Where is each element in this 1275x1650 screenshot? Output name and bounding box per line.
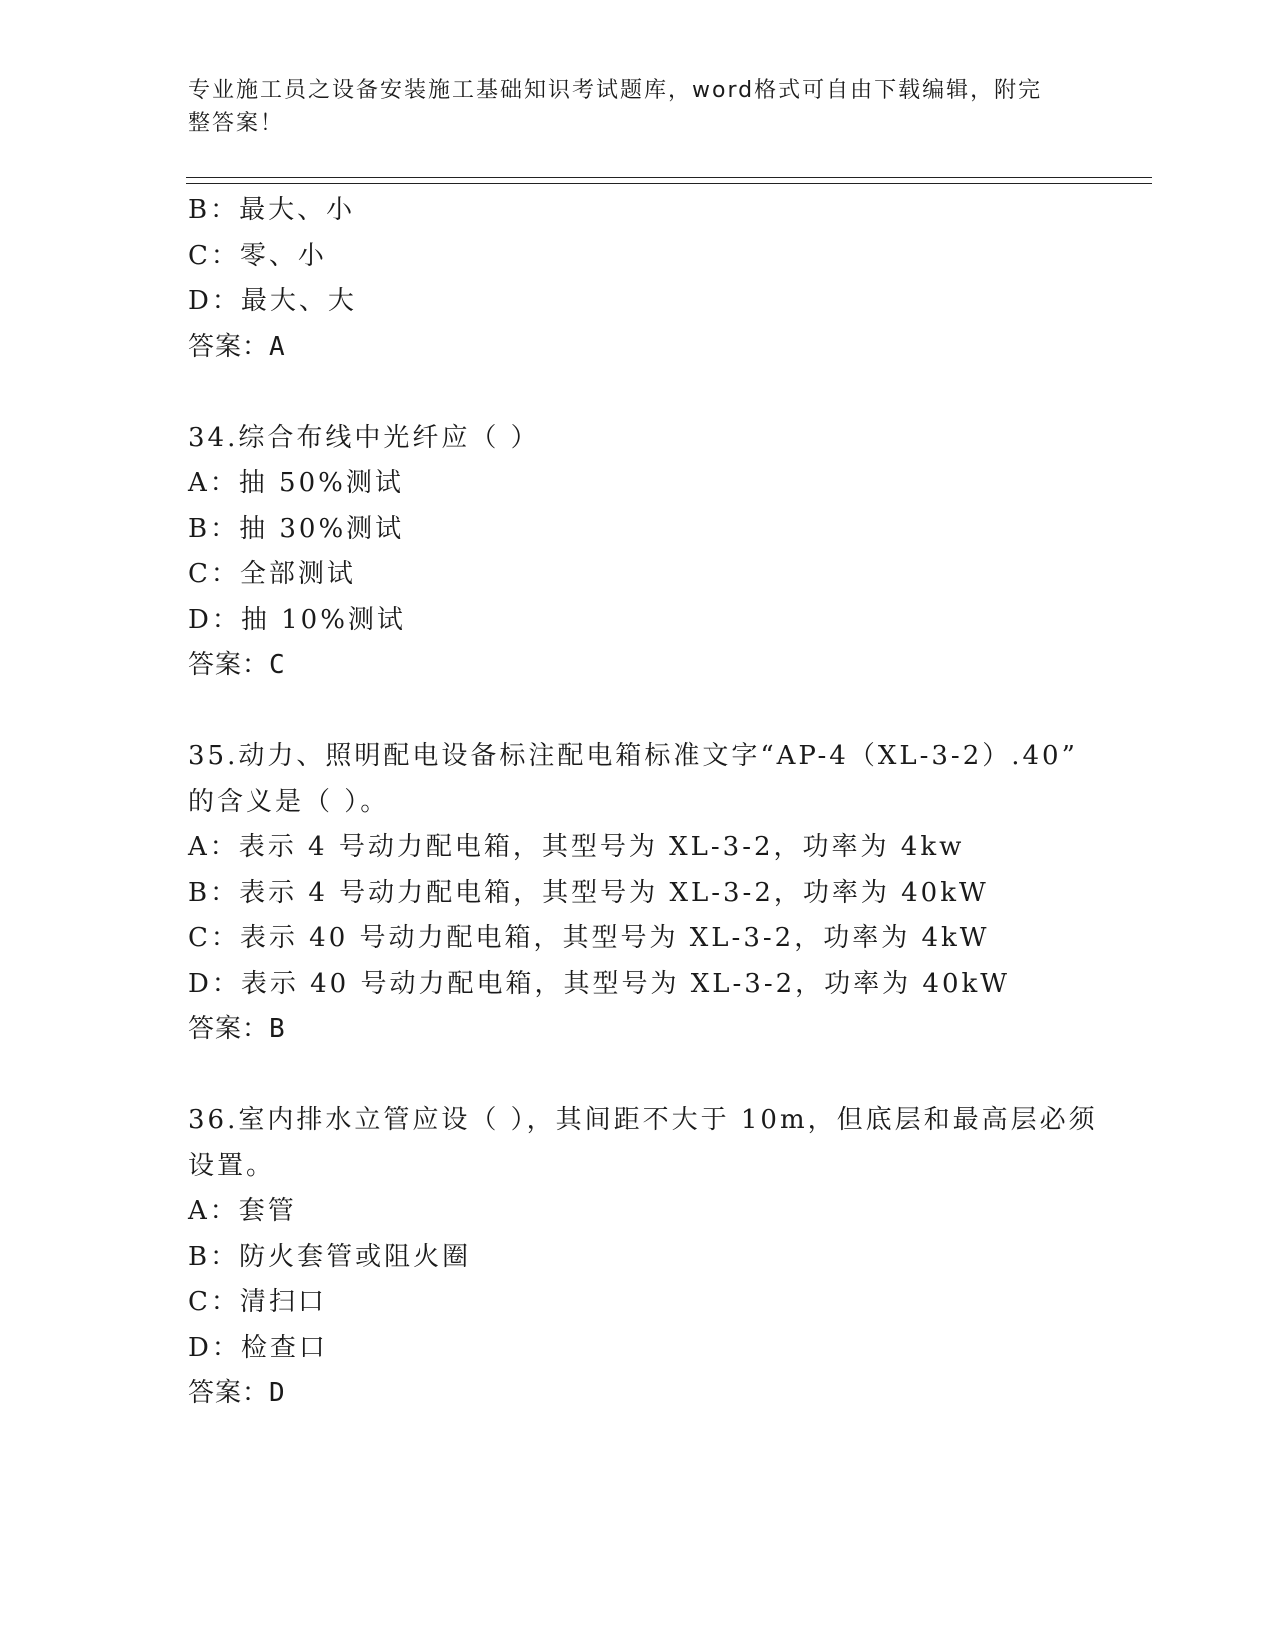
option-c: C：清扫口 xyxy=(188,1287,327,1317)
question-list xyxy=(188,188,1108,1417)
answer-value: C xyxy=(269,650,286,680)
answer xyxy=(188,1007,1108,1053)
option-d: D：检查口 xyxy=(188,1332,328,1363)
answer-label: 答案： xyxy=(188,1378,270,1408)
option-b: B：最大、小 xyxy=(188,195,356,225)
answer xyxy=(188,1371,1108,1417)
spacer xyxy=(188,1053,1108,1099)
option-d: D：表示 40 号动力配电箱，其型号为 XL-3-2，功率为 40kW xyxy=(188,968,1010,999)
option-d: D：最大、大 xyxy=(188,286,357,316)
answer-label: 答案： xyxy=(188,650,270,680)
question-33-continued xyxy=(188,188,1108,370)
option-a: A：套管 xyxy=(188,1196,297,1226)
option-b: B：抽 30%测试 xyxy=(188,513,405,544)
question-stem: 34.综合布线中光纤应（ ） xyxy=(188,422,540,453)
answer-label: 答案： xyxy=(188,1014,270,1044)
answer-value: A xyxy=(269,331,286,362)
question-34 xyxy=(188,416,1108,689)
answer xyxy=(188,643,1108,689)
header-line-2: 整答案！ xyxy=(188,111,285,136)
question-35 xyxy=(188,734,1108,1053)
question-stem: 35.动力、照明配电设备标注配电箱标准文字“AP-4（XL-3-2）.40” xyxy=(188,741,1078,771)
question-stem-cont: 的含义是（ ）。 xyxy=(188,786,390,817)
header-rule-top xyxy=(186,177,1152,178)
question-stem-cont: 设置。 xyxy=(188,1150,276,1181)
option-c: C：零、小 xyxy=(188,240,327,271)
answer-value: B xyxy=(269,1014,286,1044)
answer xyxy=(188,325,1108,371)
option-d: D：抽 10%测试 xyxy=(188,604,406,635)
option-c: C：全部测试 xyxy=(188,559,356,589)
header-rule-bottom xyxy=(186,183,1152,184)
option-b: B：防火套管或阻火圈 xyxy=(188,1241,472,1272)
answer-label: 答案： xyxy=(188,331,270,362)
header-line-1: 专业施工员之设备安装施工基础知识考试题库，word格式可自由下载编辑，附完 xyxy=(188,78,1043,103)
document-header xyxy=(188,74,1088,140)
option-a: A：抽 50%测试 xyxy=(188,468,404,498)
option-b: B：表示 4 号动力配电箱，其型号为 XL-3-2，功率为 40kW xyxy=(188,877,989,908)
spacer xyxy=(188,370,1108,416)
option-a: A：表示 4 号动力配电箱，其型号为 XL-3-2，功率为 4kw xyxy=(188,832,965,862)
answer-value: D xyxy=(269,1378,286,1408)
spacer xyxy=(188,689,1108,735)
option-c: C：表示 40 号动力配电箱，其型号为 XL-3-2，功率为 4kW xyxy=(188,923,990,953)
question-36 xyxy=(188,1098,1108,1417)
question-stem: 36.室内排水立管应设（ ），其间距不大于 10m，但底层和最高层必须 xyxy=(188,1105,1098,1135)
